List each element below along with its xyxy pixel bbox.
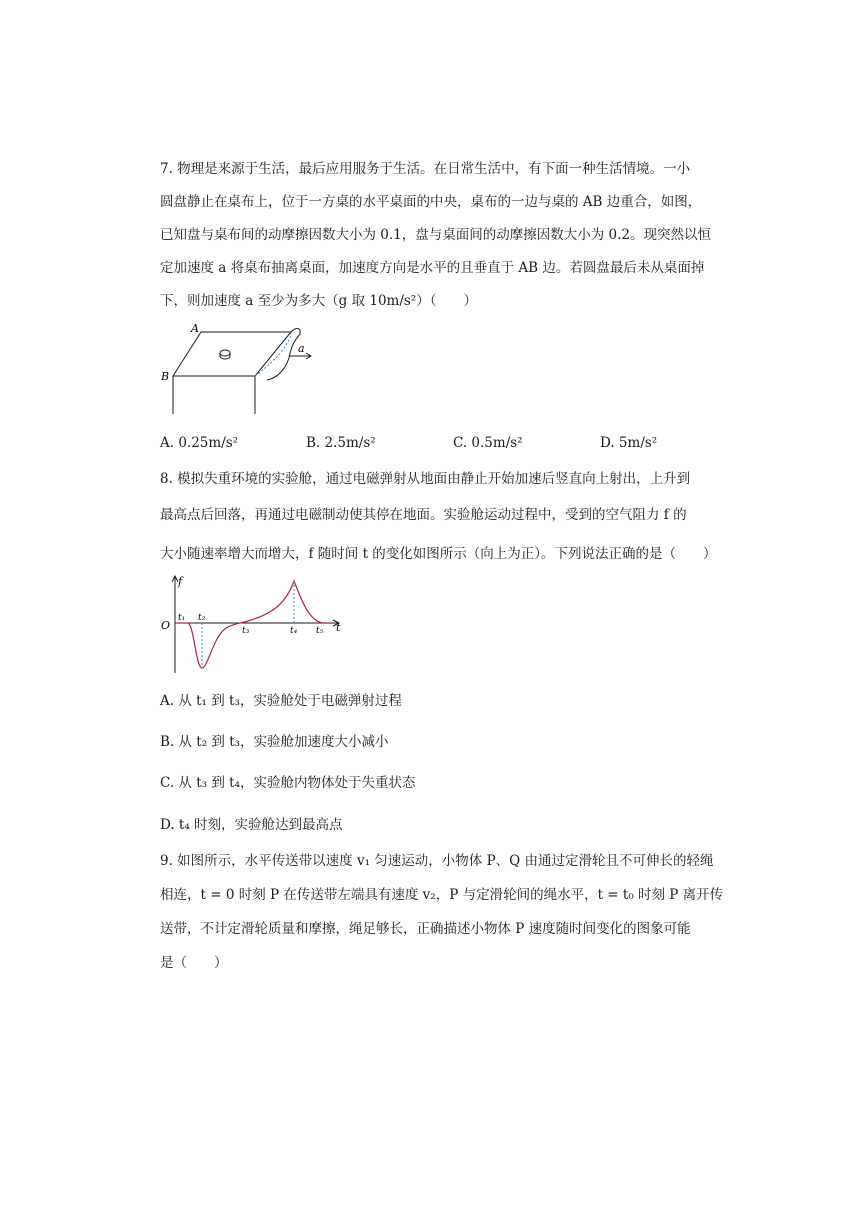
q9-line-2: 相连，t = 0 时刻 P 在传送带左端具有速度 v₂，P 与定滑轮间的绳水平，t = t₀ 时刻 P 离开传 <box>160 887 724 903</box>
q9-line-4: 是（ ） <box>160 955 228 971</box>
label-t1: t₁ <box>178 613 186 623</box>
q8-option-c: C. 从 t₃ 到 t₄，实验舱内物体处于失重状态 <box>160 775 416 791</box>
q7-table-figure <box>155 318 330 418</box>
label-t: t <box>336 621 341 634</box>
q7-line-3: 已知盘与桌布间的动摩擦因数大小为 0.1，盘与桌面间的动摩擦因数大小为 0.2。现突然以恒 <box>160 227 712 243</box>
label-t4: t₄ <box>290 626 298 636</box>
disk <box>220 350 230 356</box>
q8-option-b: B. 从 t₂ 到 t₃，实验舱加速度大小减小 <box>160 734 389 750</box>
q7-option-b: B. 2.5m/s² <box>306 435 376 451</box>
q8-line-2: 最高点后回落，再通过电磁制动使其停在地面。实验舱运动过程中，受到的空气阻力 f 的 <box>160 507 687 523</box>
label-t2: t₂ <box>198 613 206 623</box>
q7-line-1: 7. 物理是来源于生活，最后应用服务于生活。在日常生活中，有下面一种生活情境。一小 <box>160 161 691 177</box>
label-t3: t₃ <box>242 626 250 636</box>
q8-option-a: A. 从 t₁ 到 t₃，实验舱处于电磁弹射过程 <box>160 693 402 709</box>
q9-line-1: 9. 如图所示，水平传送带以速度 v₁ 匀速运动，小物体 P、Q 由通过定滑轮且不可伸长的轻绳 <box>160 853 714 869</box>
label-f: f <box>178 575 183 588</box>
label-A: A <box>191 322 199 335</box>
q8-f-t-graph <box>158 573 348 678</box>
label-t5: t₅ <box>316 626 324 636</box>
q7-option-c: C. 0.5m/s² <box>453 435 523 451</box>
label-O: O <box>161 619 171 632</box>
q8-line-3: 大小随速率增大而增大，f 随时间 t 的变化如图所示（向上为正）。下列说法正确的是（ ） <box>160 546 717 562</box>
q8-option-d: D. t₄ 时刻，实验舱达到最高点 <box>160 817 343 833</box>
q7-line-2: 圆盘静止在桌布上，位于一方桌的水平桌面的中央，桌布的一边与桌的 AB 边重合，如图， <box>160 194 702 210</box>
q9-line-3: 送带，不计定滑轮质量和摩擦，绳足够长，正确描述小物体 P 速度随时间变化的图象可能 <box>160 921 691 937</box>
label-B: B <box>161 370 170 383</box>
f-curve <box>175 581 328 668</box>
q8-line-1: 8. 模拟失重环境的实验舱，通过电磁弹射从地面由静止开始加速后竖直向上射出，上升到 <box>160 471 691 487</box>
q7-line-4: 定加速度 a 将桌布抽离桌面，加速度方向是水平的且垂直于 AB 边。若圆盘最后未从桌面掉 <box>160 260 705 276</box>
label-a: a <box>298 342 305 355</box>
q7-option-d: D. 5m/s² <box>600 435 658 451</box>
q7-option-a: A. 0.25m/s² <box>160 435 239 451</box>
table-top <box>173 332 291 376</box>
tablecloth-edge <box>267 328 300 380</box>
q7-line-5: 下，则加速度 a 至少为多大（g 取 10m/s²）（ ） <box>160 293 477 309</box>
